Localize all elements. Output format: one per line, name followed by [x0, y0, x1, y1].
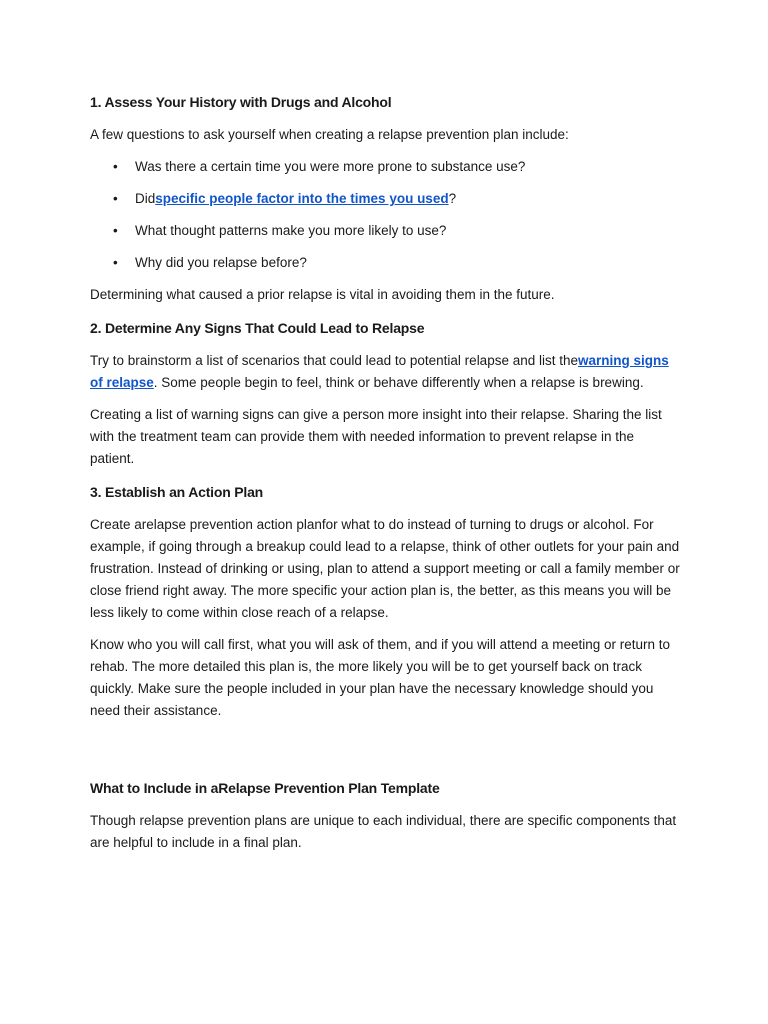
- document-page: [90, 90, 682, 864]
- section4-heading: What to Include in aRelapse Prevention Plan Template: [90, 780, 440, 796]
- section2-paragraph-2: Creating a list of warning signs can give a person more insight into their relapse. Sharing the list with the treatment team can provide them with needed information to prevent relapse in the patient.: [90, 407, 662, 466]
- section4-paragraph-1: Though relapse prevention plans are unique to each individual, there are specific components that are helpful to include in a final plan.: [90, 813, 677, 850]
- list-item-text: What thought patterns make you more likely to use?: [135, 223, 447, 238]
- list-item-text-suffix: ?: [448, 191, 457, 206]
- bullet-icon: •: [113, 223, 118, 238]
- paragraph-text-suffix: . Some people begin to feel, think or behave differently when a relapse is brewing.: [153, 375, 644, 390]
- warning-signs-link[interactable]: warning signs of relapse: [90, 353, 669, 390]
- section2-paragraph-1: [90, 350, 682, 394]
- list-item: [113, 188, 682, 210]
- section-spacer: [90, 732, 682, 776]
- list-item: [113, 252, 682, 274]
- list-item: [113, 220, 682, 242]
- specific-people-link[interactable]: specific people factor into the times you used: [155, 191, 449, 206]
- question-list: [90, 156, 682, 274]
- list-item: [113, 156, 682, 178]
- section3-heading: 3. Establish an Action Plan: [90, 484, 264, 500]
- list-item-text: Did: [135, 191, 156, 206]
- section2-heading: 2. Determine Any Signs That Could Lead to Relapse: [90, 320, 425, 336]
- section1-heading: 1. Assess Your History with Drugs and Alcohol: [90, 94, 392, 110]
- bullet-icon: •: [113, 191, 118, 206]
- section1-intro: A few questions to ask yourself when creating a relapse prevention plan include:: [90, 127, 569, 142]
- list-item-text: Why did you relapse before?: [135, 255, 307, 270]
- section3-paragraph-2: Know who you will call first, what you will ask of them, and if you will attend a meeting or return to rehab. The more detailed this plan is, the more likely you will be to get yourself back on track quickly. Make sure the people included in your plan have the necessary knowledge should you need their assistance.: [90, 637, 671, 718]
- list-item-text: Was there a certain time you were more prone to substance use?: [135, 159, 526, 174]
- section3-paragraph-1: Create arelapse prevention action planfor what to do instead of turning to drugs or alcohol. For example, if going through a breakup could lead to a relapse, think of other outlets for your pain and frustration. Instead of drinking or using, plan to attend a support meeting or call a family member or close friend right away. The more specific your action plan is, the better, as this means you will be less likely to come within close reach of a relapse.: [90, 517, 680, 620]
- section1-closing: Determining what caused a prior relapse is vital in avoiding them in the future.: [90, 287, 555, 302]
- bullet-icon: •: [113, 255, 118, 270]
- bullet-icon: •: [113, 159, 118, 174]
- paragraph-text: Try to brainstorm a list of scenarios that could lead to potential relapse and list the: [90, 353, 579, 368]
